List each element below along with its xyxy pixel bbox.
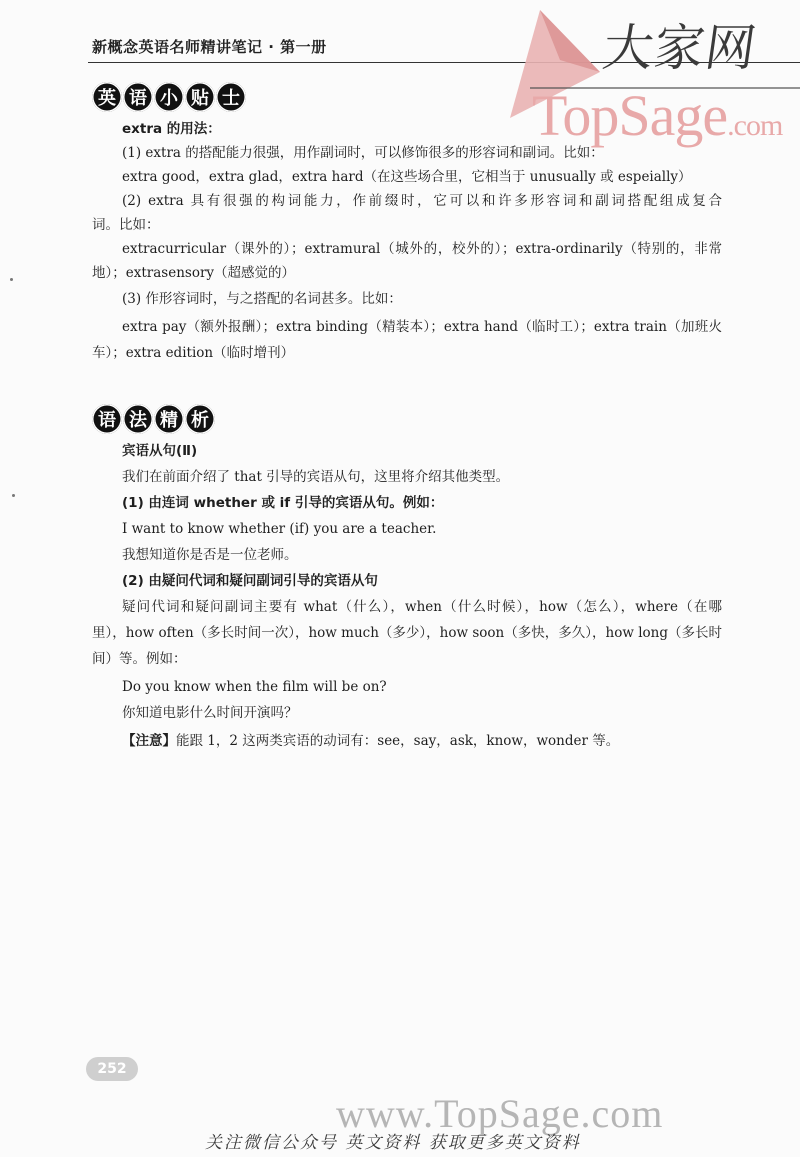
- tips-section-badge: [92, 82, 246, 112]
- footer-watermark-url: www.TopSage.com: [336, 1091, 664, 1136]
- margin-speck: [10, 278, 13, 281]
- grammar-heading: 宾语从句(Ⅱ): [122, 443, 198, 459]
- badge-char: 语: [92, 404, 122, 434]
- note-label: 【注意】: [122, 733, 176, 749]
- watermark-brand-suffix: .com: [727, 109, 783, 142]
- note-text: 能跟 1，2 这两类宾语的动词有：see，say，ask，know，wonder 等。: [176, 733, 620, 749]
- badge-char: 士: [216, 82, 246, 112]
- grammar-sub2-heading: (2) 由疑问代词和疑问副词引导的宾语从句: [122, 573, 378, 589]
- grammar-note: [122, 732, 619, 750]
- tips-line: extracurricular（课外的）；extramural（城外的，校外的）；extra-ordinarily（特别的，非常: [122, 241, 722, 257]
- grammar-sub1-example-cn: 我想知道你是否是一位老师。: [122, 547, 298, 563]
- grammar-section-badge: [92, 404, 215, 434]
- badge-char: 精: [154, 404, 184, 434]
- watermark-brand-cn: 大家网: [599, 19, 761, 77]
- grammar-sub2-example-en: Do you know when the film will be on?: [122, 679, 387, 695]
- grammar-sub2-example-cn: 你知道电影什么时间开演吗？: [122, 705, 298, 721]
- page-number: 252: [86, 1057, 138, 1081]
- tips-line: (2) extra 具有很强的构词能力，作前缀时，它可以和许多形容词和副词搭配组成复合: [122, 193, 722, 209]
- grammar-sub2-line: 里），how often（多长时间一次），how much（多少），how soon（多快，多久），how long（多长时: [92, 625, 722, 641]
- badge-char: 语: [123, 82, 153, 112]
- tips-line: 词。比如：: [92, 217, 160, 233]
- footer-watermark-note: 关注微信公众号 英文资料 获取更多英文资料: [205, 1133, 581, 1153]
- watermark-brand-en: [532, 82, 782, 149]
- tips-line: extra pay（额外报酬）；extra binding（精装本）；extra hand（临时工）；extra train（加班火: [122, 319, 722, 335]
- grammar-sub2-line: 间）等。例如：: [92, 651, 187, 667]
- tips-line: extra good，extra glad，extra hard（在这些场合里，它相当于 unusually 或 espeially）: [122, 169, 692, 185]
- grammar-sub1-example-en: I want to know whether (if) you are a teacher.: [122, 521, 437, 537]
- badge-char: 法: [123, 404, 153, 434]
- grammar-sub2-line: 疑问代词和疑问副词主要有 what（什么），when（什么时候），how（怎么），where（在哪: [122, 599, 722, 615]
- tips-line: (1) extra 的搭配能力很强，用作副词时，可以修饰很多的形容词和副词。比如：: [122, 145, 604, 161]
- badge-char: 析: [185, 404, 215, 434]
- badge-char: 英: [92, 82, 122, 112]
- margin-speck: [12, 494, 15, 497]
- tips-line: 车）；extra edition（临时增刊）: [92, 345, 295, 361]
- grammar-sub1-heading: (1) 由连词 whether 或 if 引导的宾语从句。例如：: [122, 495, 444, 511]
- badge-char: 贴: [185, 82, 215, 112]
- grammar-intro: 我们在前面介绍了 that 引导的宾语从句，这里将介绍其他类型。: [122, 469, 510, 485]
- tips-heading: extra 的用法：: [122, 121, 221, 137]
- running-header: 新概念英语名师精讲笔记 · 第一册: [92, 38, 327, 56]
- badge-char: 小: [154, 82, 184, 112]
- watermark-brand-name: TopSage: [532, 83, 728, 148]
- tips-line: 地）；extrasensory（超感觉的）: [92, 265, 296, 281]
- tips-line: (3) 作形容词时，与之搭配的名词甚多。比如：: [122, 291, 402, 307]
